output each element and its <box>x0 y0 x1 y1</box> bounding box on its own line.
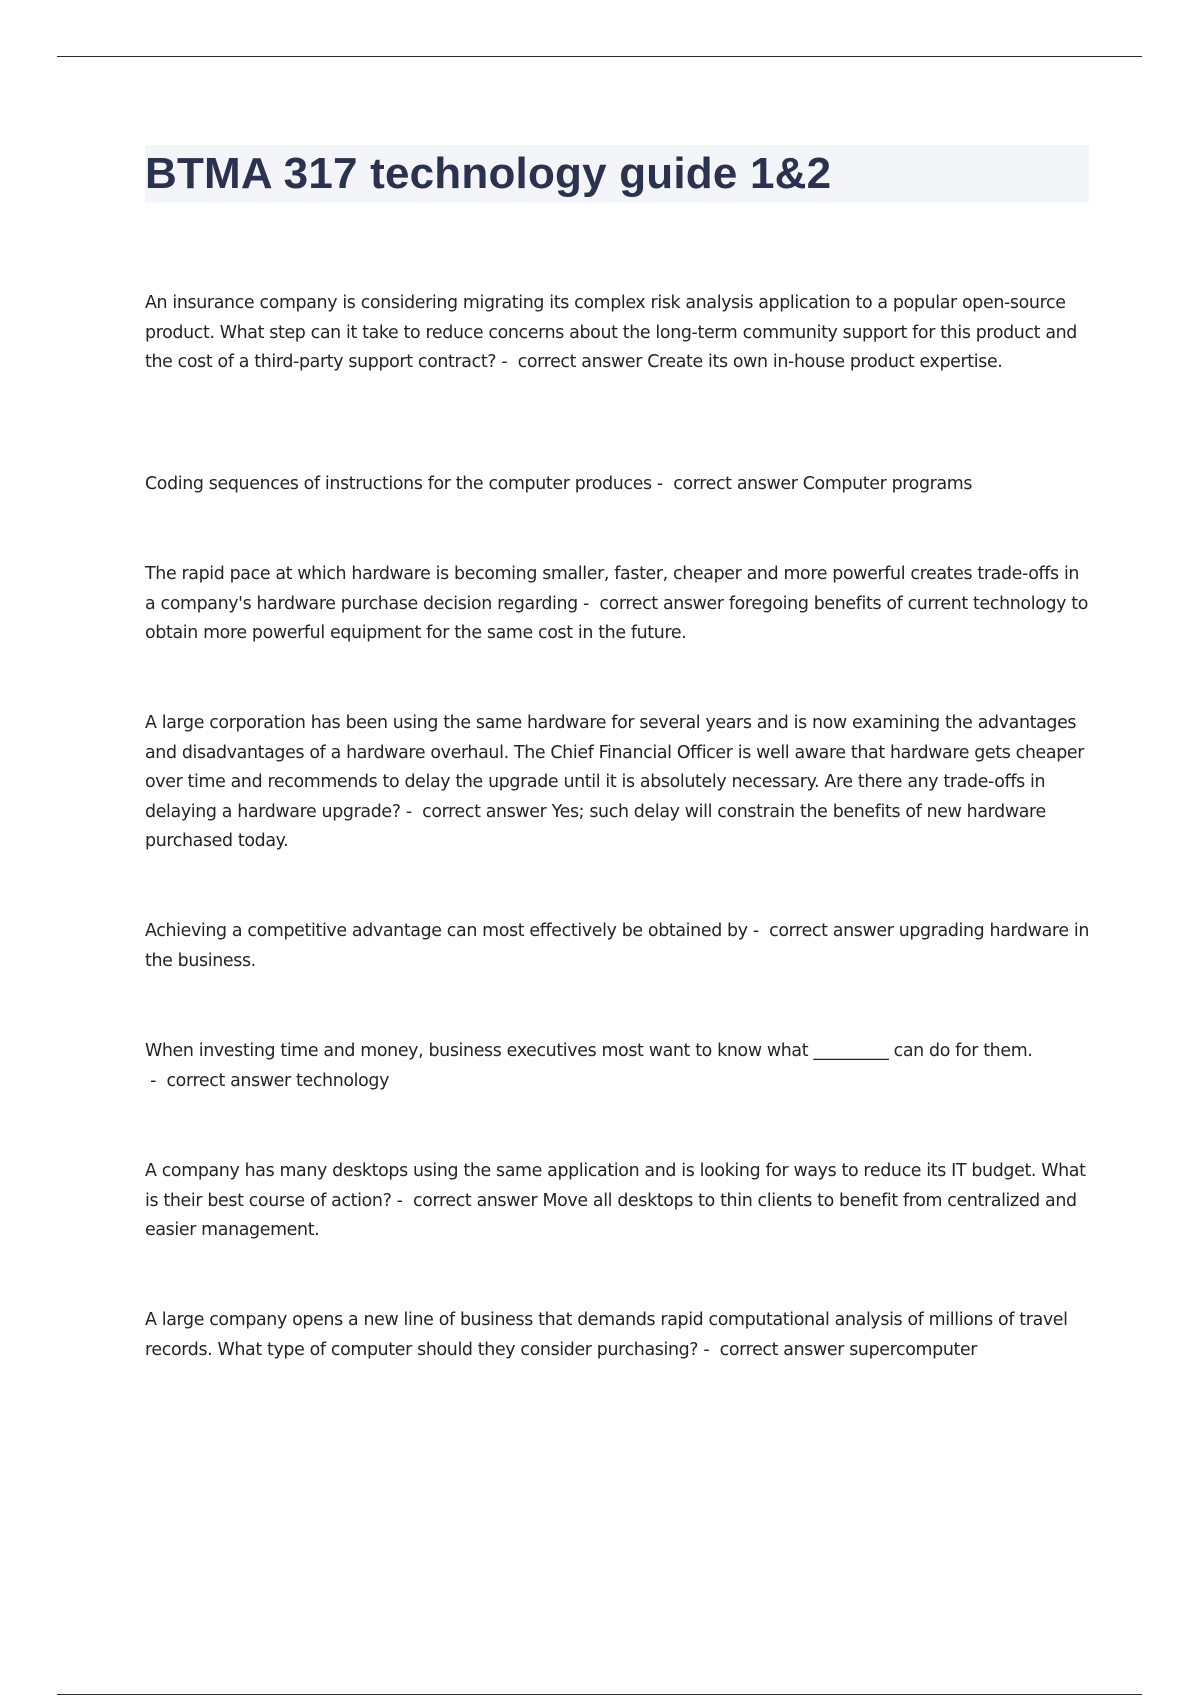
qa-item <box>145 1306 1090 1365</box>
answer-label: correct answer <box>673 474 798 494</box>
answer-text: Move all desktops to thin clients to benefit from centralized and easier management. <box>145 1190 1077 1240</box>
answer-text: Yes; such delay will constrain the benefits of new hardware purchased today. <box>145 801 1046 851</box>
answer-text: supercomputer <box>849 1339 978 1360</box>
answer-text: upgrading hardware in the business. <box>145 921 1089 971</box>
question-text: A large corporation has been using the same hardware for several years and is now examining the advantages and disadvantages of a hardware overhaul. The Chief Financial Officer is well aware that hardware gets cheaper over time and recommends to delay the upgrade until it is absolutely necessary. Are there any trade-offs in delaying a hardware upgrade? <box>145 713 1085 822</box>
separator: - <box>145 1070 167 1091</box>
page-title: BTMA 317 technology guide 1&2 <box>145 149 832 198</box>
qa-item <box>145 1157 1090 1246</box>
separator: - <box>391 1190 413 1211</box>
separator: - <box>496 352 518 372</box>
qa-item <box>145 1037 1090 1096</box>
question-text: A company has many desktops using the same application and is looking for ways to reduce its IT budget. What is their best course of action? <box>145 1161 1086 1211</box>
question-text: Coding sequences of instructions for the computer produces <box>145 474 652 494</box>
question-text: An insurance company is considering migrating its complex risk analysis application to a popular open-source product. What step can it take to reduce concerns about the long-term community support for this product and the cost of a third-party support contract? <box>145 293 1077 372</box>
answer-text: Computer programs <box>802 474 973 494</box>
qa-item <box>145 560 1090 649</box>
answer-text: Create its own in-house product expertise. <box>647 352 1003 372</box>
top-rule <box>57 56 1142 57</box>
answer-label: correct answer <box>769 921 894 941</box>
separator: - <box>577 593 600 614</box>
separator: - <box>400 801 423 822</box>
separator: - <box>747 921 770 941</box>
qa-item <box>145 289 1090 378</box>
question-text: When investing time and money, business executives most want to know what _________ can do for them. <box>145 1041 1033 1061</box>
qa-item <box>145 470 1090 500</box>
answer-text: technology <box>296 1070 390 1091</box>
qa-item <box>145 709 1090 857</box>
answer-label: correct answer <box>517 352 642 372</box>
answer-label: correct answer <box>599 593 724 614</box>
qa-item <box>145 917 1090 976</box>
bottom-rule <box>57 1694 1142 1695</box>
answer-label: correct answer <box>166 1070 291 1091</box>
separator: - <box>698 1339 720 1360</box>
question-text: Achieving a competitive advantage can most effectively be obtained by <box>145 921 748 941</box>
answer-label: correct answer <box>719 1339 845 1360</box>
question-text: The rapid pace at which hardware is becoming smaller, faster, cheaper and more powerful creates trade-offs in a company's hardware purchase decision regarding <box>145 564 1080 614</box>
question-text: A large company opens a new line of business that demands rapid computational analysis of millions of travel records. What type of computer should they consider purchasing? <box>145 1310 1068 1360</box>
answer-text: foregoing benefits of current technology to obtain more powerful equipment for the same cost in the future. <box>145 593 1089 643</box>
separator: - <box>651 474 674 494</box>
answer-label: correct answer <box>412 1190 538 1211</box>
answer-label: correct answer <box>422 801 547 822</box>
